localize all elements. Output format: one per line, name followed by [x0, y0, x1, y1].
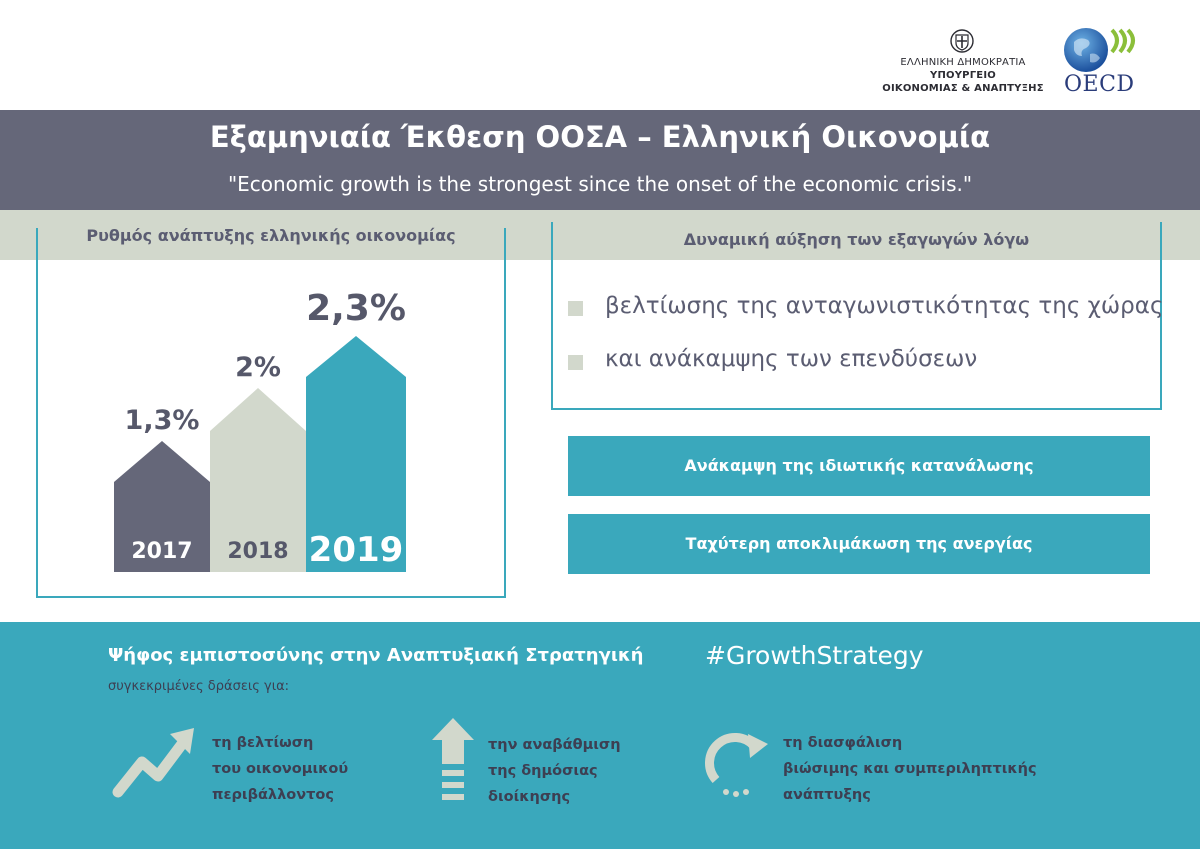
- bar-year-2019: 2019: [308, 530, 404, 570]
- highlight-consumption: Ανάκαμψη της ιδιωτικής κατανάλωσης: [568, 436, 1150, 496]
- page-quote: "Economic growth is the strongest since the onset of the economic crisis.": [227, 172, 973, 196]
- action-3: [783, 730, 1037, 808]
- action-1: [212, 730, 348, 808]
- action-1-line-3: περιβάλλοντος: [212, 787, 334, 803]
- action-2-line-1: την αναβάθμιση: [488, 737, 621, 753]
- highlight-unemployment: Ταχύτερη αποκλιμάκωση της ανεργίας: [568, 514, 1150, 574]
- bar-value-2019: 2,3%: [306, 288, 406, 329]
- growth-title: Ρυθμός ανάπτυξης ελληνικής οικονομίας: [86, 226, 456, 245]
- strategy-title: Ψήφος εμπιστοσύνης στην Αναπτυξιακή Στρατηγική: [108, 645, 644, 666]
- exports-title: Δυναμική αύξηση των εξαγωγών λόγω: [683, 230, 1030, 249]
- bar-value-2018: 2%: [235, 352, 281, 383]
- trend-up-icon: [112, 724, 196, 800]
- action-2-line-3: διοίκησης: [488, 789, 571, 805]
- oecd-wordmark: OECD: [1064, 72, 1135, 97]
- action-3-line-3: ανάπτυξης: [783, 787, 871, 803]
- strategy-subtitle: συγκεκριμένες δράσεις για:: [108, 679, 290, 694]
- gov-line-1: ΕΛΛΗΝΙΚΗ ΔΗΜΟΚΡΑΤΙΑ: [900, 57, 1026, 68]
- greek-emblem-icon: [950, 28, 974, 54]
- gov-line-3: ΟΙΚΟΝΟΜΙΑΣ & ΑΝΑΠΤΥΞΗΣ: [882, 83, 1044, 94]
- action-2: [488, 732, 621, 810]
- government-logo: [880, 28, 1046, 98]
- bullet-square-icon: [568, 355, 583, 370]
- cycle-icon: [702, 730, 772, 800]
- action-3-line-1: τη διασφάλιση: [783, 735, 903, 751]
- action-3-line-2: βιώσιμης και συμπεριληπτικής: [783, 761, 1037, 777]
- growth-bars-svg: [0, 0, 520, 600]
- exports-bullet-1: βελτίωσης της ανταγωνιστικότητας της χώρας: [605, 293, 1164, 319]
- action-2-line-2: της δημόσιας: [488, 763, 598, 779]
- page-title: Εξαμηνιαία Έκθεση ΟΟΣΑ – Ελληνική Οικονομία: [209, 120, 991, 154]
- bar-year-2018: 2018: [227, 539, 289, 564]
- strategy-hashtag: #GrowthStrategy: [705, 641, 924, 670]
- action-1-line-2: του οικονομικού: [212, 761, 349, 777]
- gov-line-2: ΥΠΟΥΡΓΕΙΟ: [930, 70, 996, 81]
- action-1-line-1: τη βελτίωση: [212, 735, 314, 751]
- bar-year-2017: 2017: [131, 539, 193, 564]
- exports-bullet-2: και ανάκαμψης των επενδύσεων: [605, 346, 978, 372]
- globe-icon: [1062, 24, 1142, 74]
- bullet-square-icon: [568, 301, 583, 316]
- arrow-up-icon: [432, 718, 474, 806]
- oecd-logo: [1062, 24, 1142, 98]
- bar-value-2017: 1,3%: [124, 405, 200, 436]
